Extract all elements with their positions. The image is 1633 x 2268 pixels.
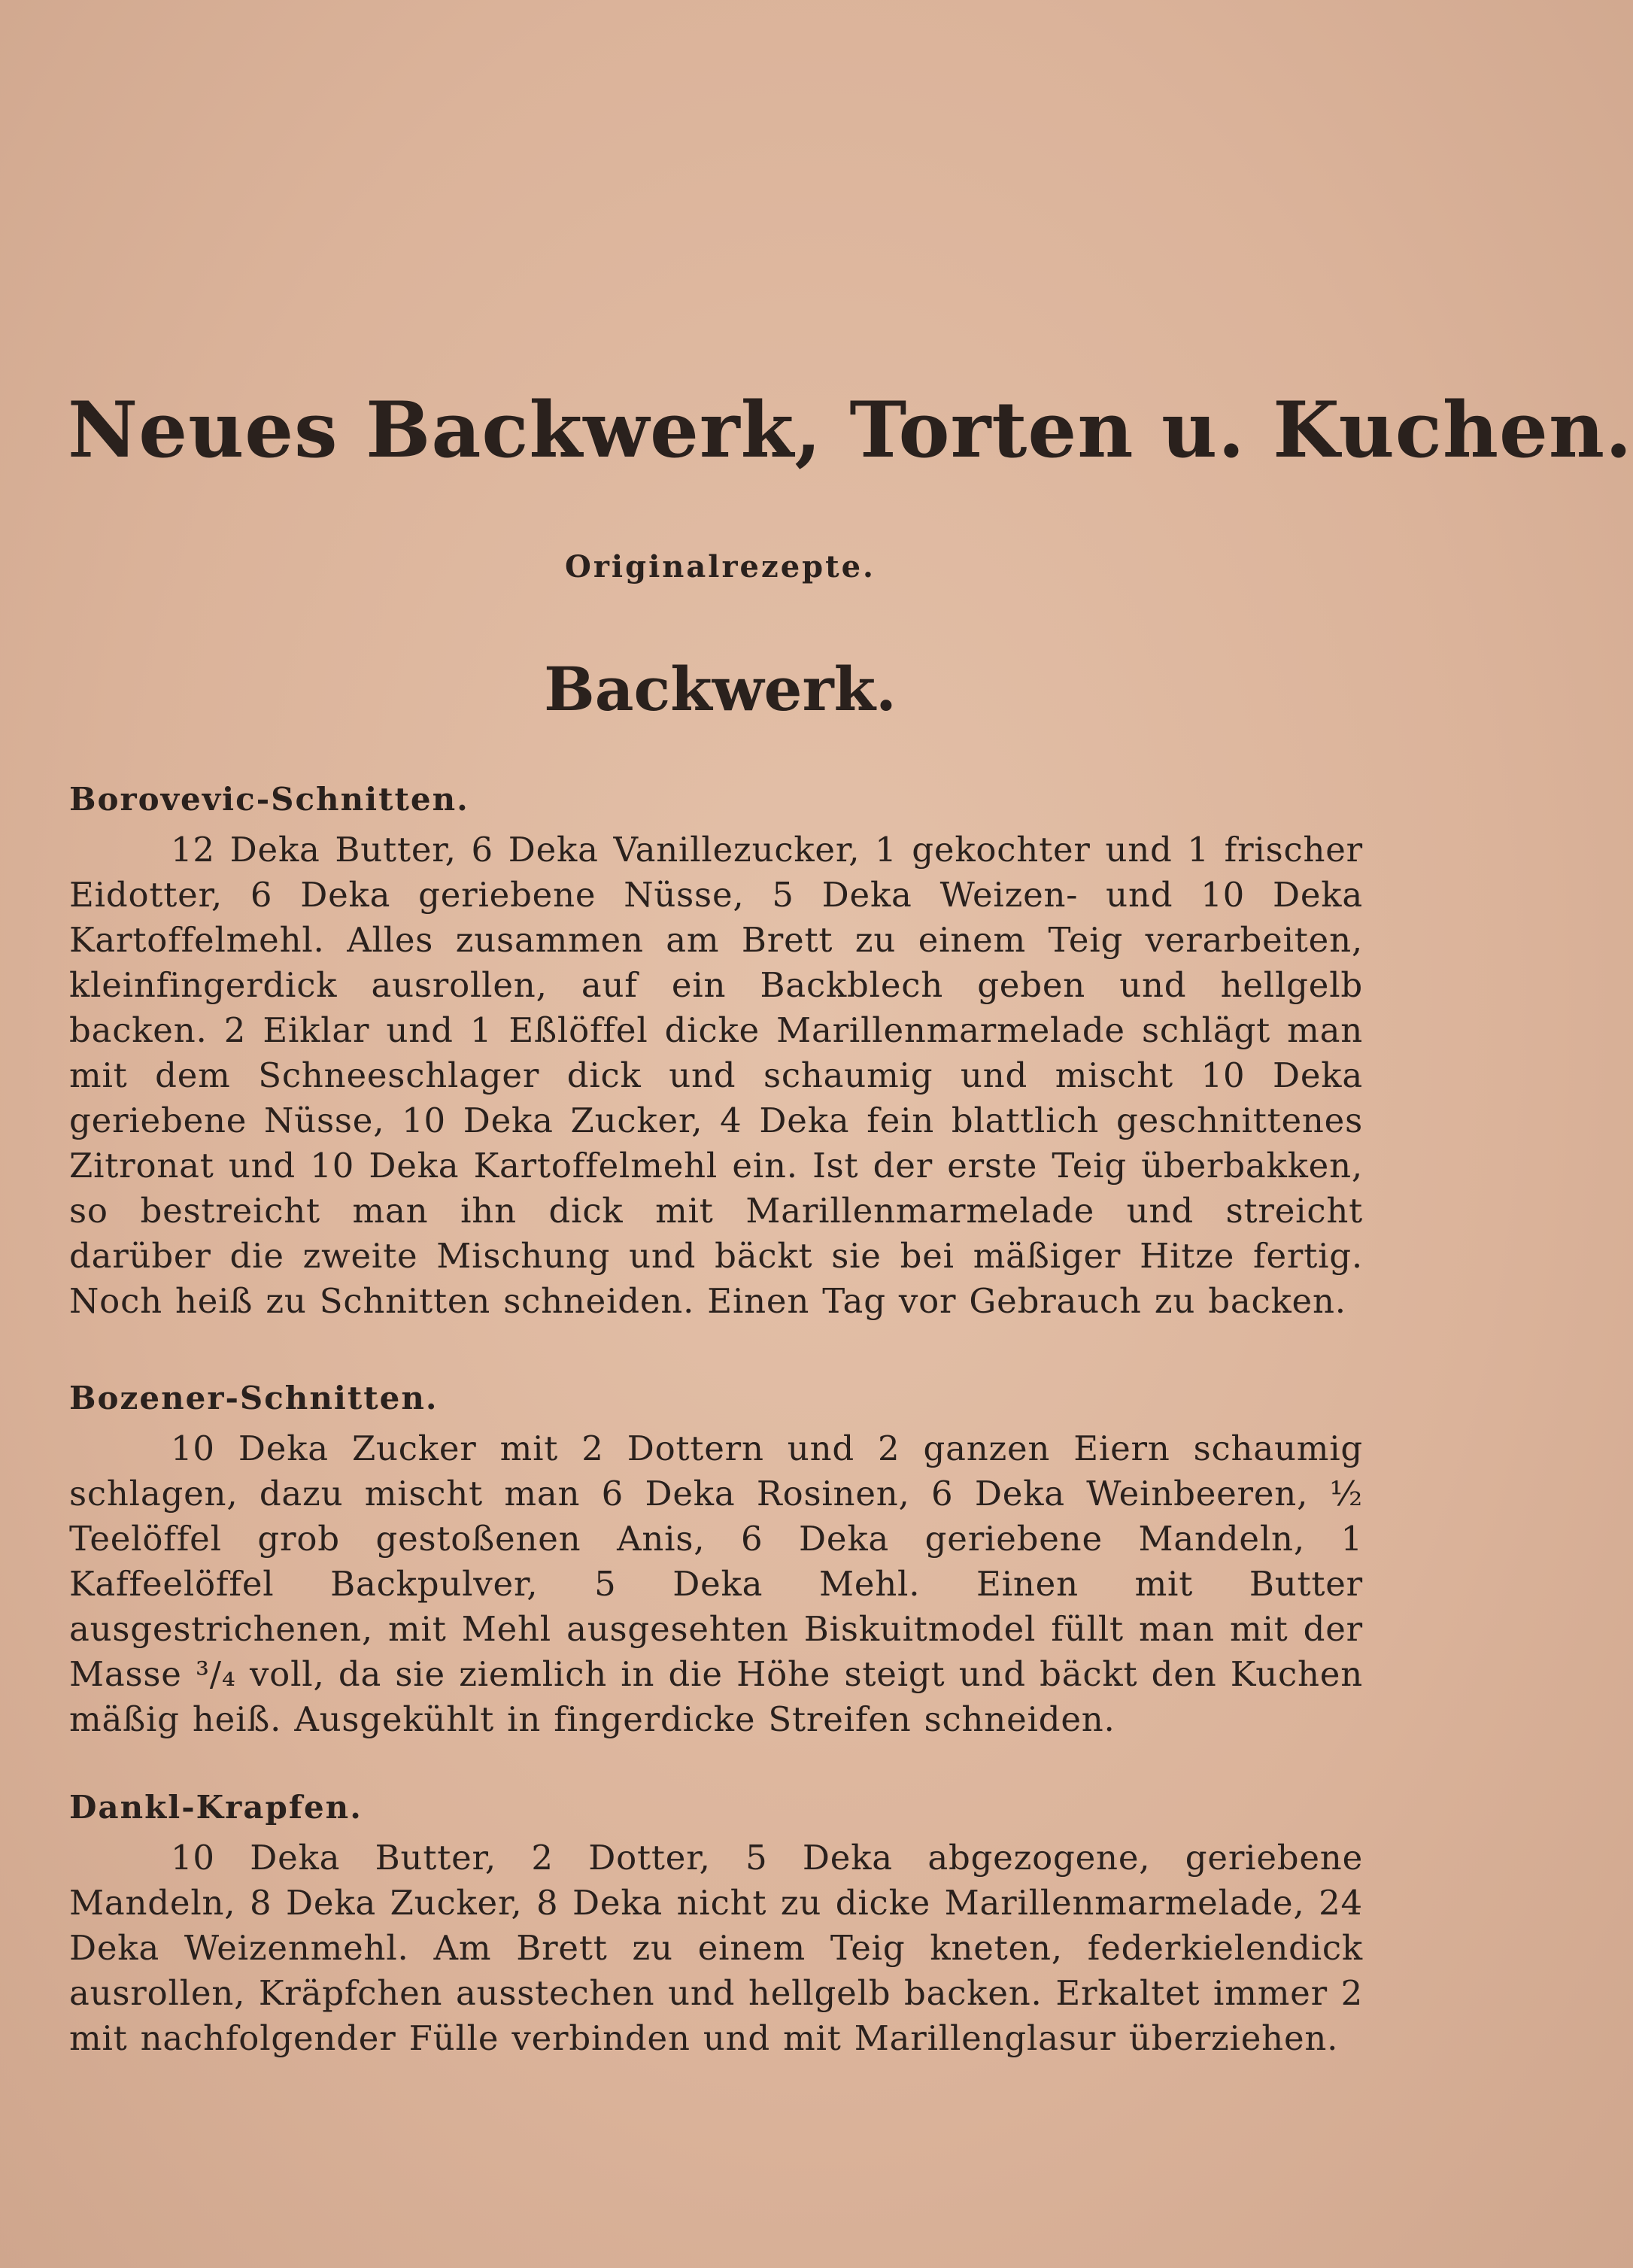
section-heading: Backwerk. [544,654,897,724]
recipe-title-borovevic: Borovevic-Schnitten. [69,781,469,818]
page-title: Neues Backwerk, Torten u. Kuchen. [68,385,1633,475]
recipe-text-bozener: 10 Deka Zucker mit 2 Dottern und 2 ganzen Eiern schaumig schlagen, dazu mischt man 6 Deka Rosinen, 6 Deka Weinbeeren, ½ Teelöffel grob gestoßenen Anis, 6 Deka geriebene Mandeln, 1 Kaffeelöffel Backpulver, 5 Deka Mehl. Einen mit Butter ausgestrichenen, mit Mehl ausgesehten Biskuitmodel füllt man mit der Masse ³/₄ voll, da sie ziemlich in die Höhe steigt und bäckt den Kuchen mäßig heiß. Ausgekühlt in fingerdicke Streifen schneiden. [69,1429,1363,1739]
page-subtitle: Originalrezepte. [565,549,876,584]
recipe-title-dankl: Dankl-Krapfen. [69,1789,363,1826]
recipe-text-dankl: 10 Deka Butter, 2 Dotter, 5 Deka abgezogene, geriebene Mandeln, 8 Deka Zucker, 8 Deka nicht zu dicke Marillenmarmelade, 24 Deka Weizenmehl. Am Brett zu einem Teig kneten, federkielendick ausrollen, Kräpfchen ausstechen und hellgelb backen. Erkaltet immer 2 mit nachfolgender Fülle verbinden und mit Marillenglasur überziehen. [69,1838,1363,2058]
recipe-title-bozener: Bozener-Schnitten. [69,1380,439,1416]
recipe-text-borovevic: 12 Deka Butter, 6 Deka Vanillezucker, 1 gekochter und 1 frischer Eidotter, 6 Deka geriebene Nüsse, 5 Deka Weizen- und 10 Deka Kartoffelmehl. Alles zusammen am Brett zu einem Teig verarbeiten, kleinfingerdick ausrollen, auf ein Backblech geben und hellgelb backen. 2 Eiklar und 1 Eßlöffel dicke Marillenmarmelade schlägt man mit dem Schneeschlager dick und schaumig und mischt 10 Deka geriebene Nüsse, 10 Deka Zucker, 4 Deka fein blattlich geschnittenes Zitronat und 10 Deka Kartoffelmehl ein. Ist der erste Teig überbakken, so bestreicht man ihn dick mit Marillenmarmelade und streicht darüber die zweite Mischung und bäckt sie bei mäßiger Hitze fertig. Noch heiß zu Schnitten schneiden. Einen Tag vor Gebrauch zu backen. [69,830,1363,1321]
